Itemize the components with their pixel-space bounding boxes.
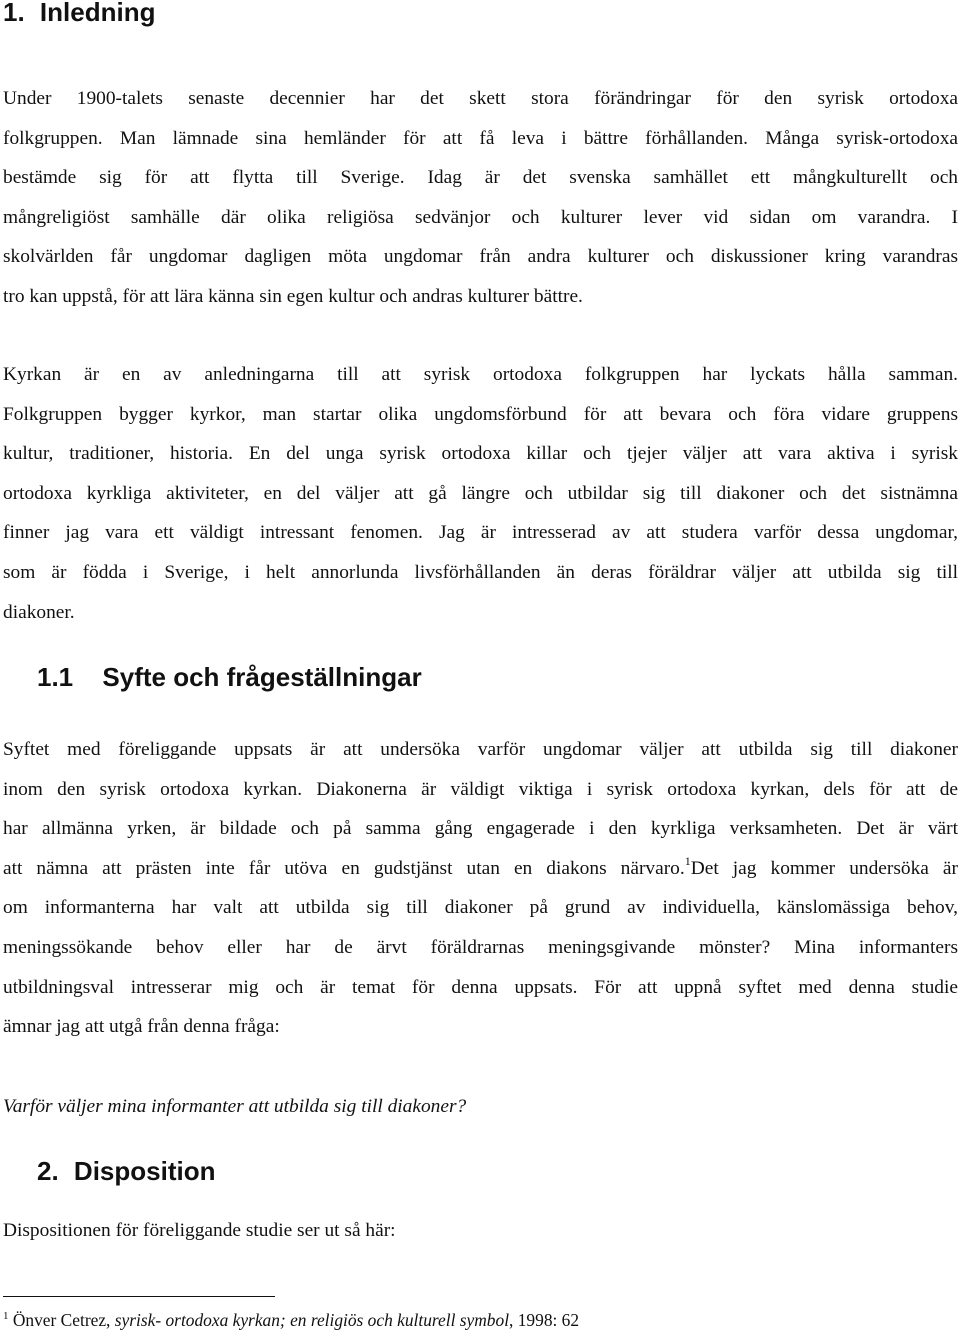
text-line: bestämde sig för att flytta till Sverige. Idag är det svenska samhället ett mångkulturellt och [3, 167, 958, 189]
heading-title: Disposition [73, 1156, 216, 1186]
text-line: inom den syrisk ortodoxa kyrkan. Diakonerna är väldigt viktiga i syrisk ortodoxa kyrkan, dels för att de [3, 778, 958, 800]
purpose-paragraph [3, 730, 958, 1047]
text-line: Kyrkan är en av anledningarna till att syrisk ortodoxa folkgruppen har lyckats hålla samman. [3, 364, 958, 385]
text-line: meningssökande behov eller har de ärvt föräldrarnas meningsgivande mönster? Mina informanters [3, 936, 958, 958]
disposition-paragraph: Dispositionen för föreliggande studie ser ut så här: [3, 1220, 396, 1241]
heading-number: 1.1 [37, 662, 74, 692]
text-line: utbildningsval intresserar mig och är temat för denna uppsats. För att uppnå syftet med denna studie [3, 976, 958, 998]
footnote [3, 1309, 579, 1331]
research-question: Varför väljer mina informanter att utbilda sig till diakoner? [3, 1096, 467, 1117]
heading-syfte [37, 662, 422, 692]
text-line: Syftet med föreliggande uppsats är att undersöka varför ungdomar väljer att utbilda sig till diakoner [3, 739, 958, 760]
text-line: mångreligiöst samhälle där olika religiösa sedvänjor och kulturer lever vid sidan om varandra. I [3, 206, 958, 228]
text-segment: att nämna att prästen inte får utöva en gudstjänst utan en diakons närvaro. [3, 857, 685, 879]
text-line-with-footnote [3, 849, 958, 889]
footnote-author: Önver Cetrez, [12, 1310, 111, 1330]
heading-number: 1. [3, 0, 25, 27]
text-line: kultur, traditioner, historia. En del unga syrisk ortodoxa killar och tjejer väljer att vara aktiva i syrisk [3, 443, 958, 465]
text-line: Folkgruppen bygger kyrkor, man startar olika ungdomsförbund för att bevara och föra vidare gruppens [3, 403, 958, 425]
intro-paragraph-2 [3, 355, 958, 632]
text-line: som är födda i Sverige, i helt annorlunda livsförhållanden än deras föräldrar väljer att utbilda sig till [3, 561, 958, 583]
text-line: om informanterna har valt att utbilda sig till diakoner på grund av individuella, känslomässiga behov, [3, 897, 958, 919]
heading-inledning [3, 0, 155, 27]
heading-disposition [37, 1156, 215, 1186]
footnote-year-page: , 1998: 62 [509, 1310, 580, 1330]
footnote-separator [3, 1296, 275, 1297]
text-line: tro kan uppstå, för att lära känna sin egen kultur och andras kulturer bättre. [3, 285, 583, 307]
text-line: finner jag vara ett väldigt intressant fenomen. Jag är intresserad av att studera varför dessa ungdomar, [3, 522, 958, 544]
text-line: ortodoxa kyrkliga aktiviteter, en del väljer att gå längre och utbildar sig till diakoner och det sistnämna [3, 482, 958, 504]
text-line: skolvärlden får ungdomar dagligen möta ungdomar från andra kulturer och diskussioner kring varandras [3, 246, 958, 268]
heading-title: Syfte och frågeställningar [102, 662, 422, 692]
text-line: ämnar jag att utgå från denna fråga: [3, 1016, 280, 1038]
text-line: har allmänna yrken, är bildade och på samma gång engagerade i den kyrkliga verksamheten. Det är värt [3, 818, 958, 840]
text-segment: Det jag kommer undersöka är [690, 857, 958, 879]
text-line: diakoner. [3, 601, 75, 623]
intro-paragraph-1 [3, 79, 958, 317]
text-line: folkgruppen. Man lämnade sina hemländer för att få leva i bättre förhållanden. Många syrisk-ortodoxa [3, 127, 958, 149]
footnote-number: 1 [3, 1310, 9, 1322]
heading-title: Inledning [39, 0, 156, 27]
footnote-reference[interactable]: 1 [684, 853, 691, 868]
footnote-title: syrisk- ortodoxa kyrkan; en religiös och kulturell symbol [114, 1310, 510, 1330]
heading-number: 2. [37, 1156, 59, 1186]
text-line: Under 1900-talets senaste decennier har det skett stora förändringar för den syrisk ortodoxa [3, 88, 958, 109]
